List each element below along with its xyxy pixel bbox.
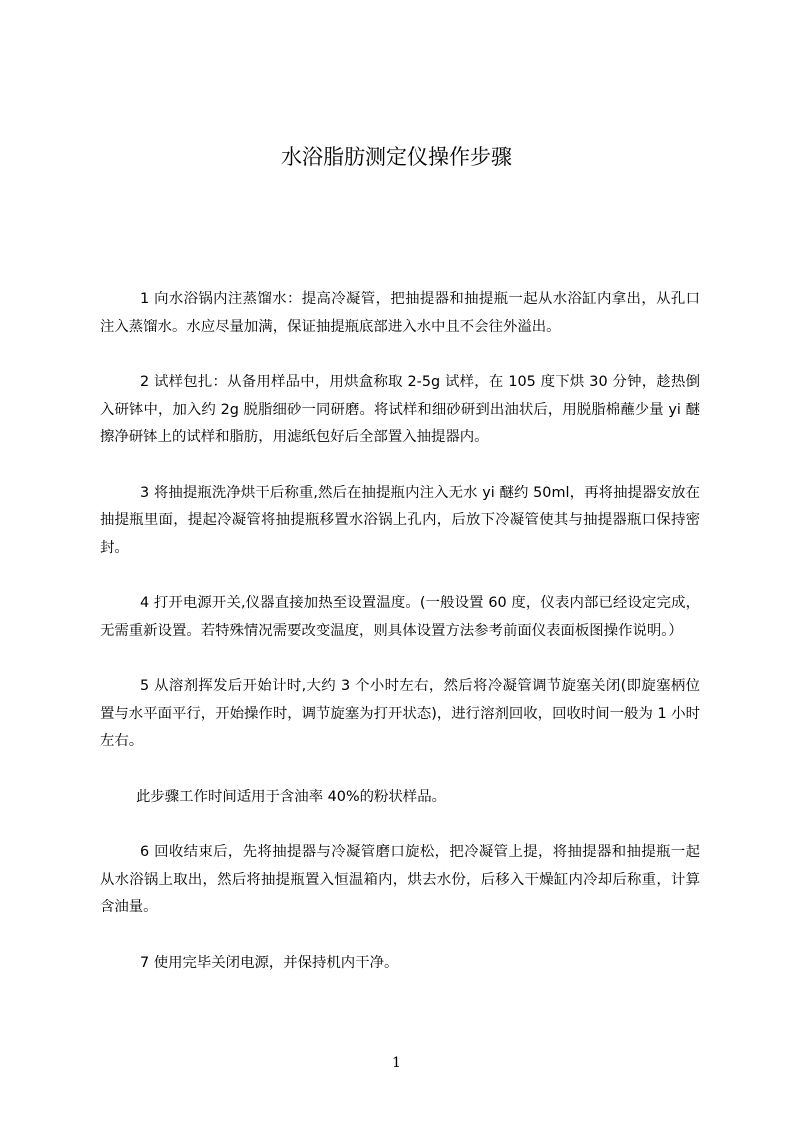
- page-title: 水浴脂肪测定仪操作步骤: [281, 145, 512, 169]
- paragraph-step-7: 7 使用完毕关闭电源，并保持机内干净。: [140, 954, 399, 971]
- paragraph-step-2: 2 试样包扎：从备用样品中，用烘盒称取 2-5g 试样，在 105 度下烘 30 分钟，趁热倒入研钵中，加入约 2g 脱脂细砂一同研磨。将试样和细砂研到出油状后，用脱脂棉蘸少量 yi 醚擦净研钵上的试样和脂肪，用滤纸包好后全部置入抽提器内。: [100, 374, 700, 445]
- paragraph-step-1: 1 向水浴锅内注蒸馏水：提高冷凝管，把抽提器和抽提瓶一起从水浴缸内拿出，从孔口注入蒸馏水。水应尽量加满，保证抽提瓶底部进入水中且不会往外溢出。: [100, 291, 700, 335]
- paragraph-step-3: 3 将抽提瓶洗净烘干后称重,然后在抽提瓶内注入无水 yi 醚约 50ml，再将抽提器安放在抽提瓶里面，提起冷凝管将抽提瓶移置水浴锅上孔内，后放下冷凝管使其与抽提器瓶口保持密封。: [100, 484, 700, 556]
- paragraph-step-6: 6 回收结束后，先将抽提器与冷凝管磨口旋松，把冷凝管上提，将抽提器和抽提瓶一起从水浴锅上取出，然后将抽提瓶置入恒温箱内，烘去水份，后移入干燥缸内冷却后称重，计算含油量。: [100, 844, 700, 915]
- document-body: [100, 286, 700, 1005]
- paragraph-note: 此步骤工作时间适用于含油率 40%的粉状样品。: [136, 788, 446, 805]
- paragraph-step-4: 4 打开电源开关,仪器直接加热至设置温度。(一般设置 60 度，仪表内部已经设定完成，无需重新设置。若特殊情况需要改变温度，则具体设置方法参考前面仪表面板图操作说明。）: [100, 595, 700, 639]
- paragraph-step-5: 5 从溶剂挥发后开始计时,大约 3 个小时左右，然后将冷凝管调节旋塞关闭(即旋塞柄位置与水平面平行，开始操作时，调节旋塞为打开状态)，进行溶剂回收，回收时间一般为 1 小时左右。: [100, 678, 700, 749]
- page-number: 1: [392, 1055, 401, 1071]
